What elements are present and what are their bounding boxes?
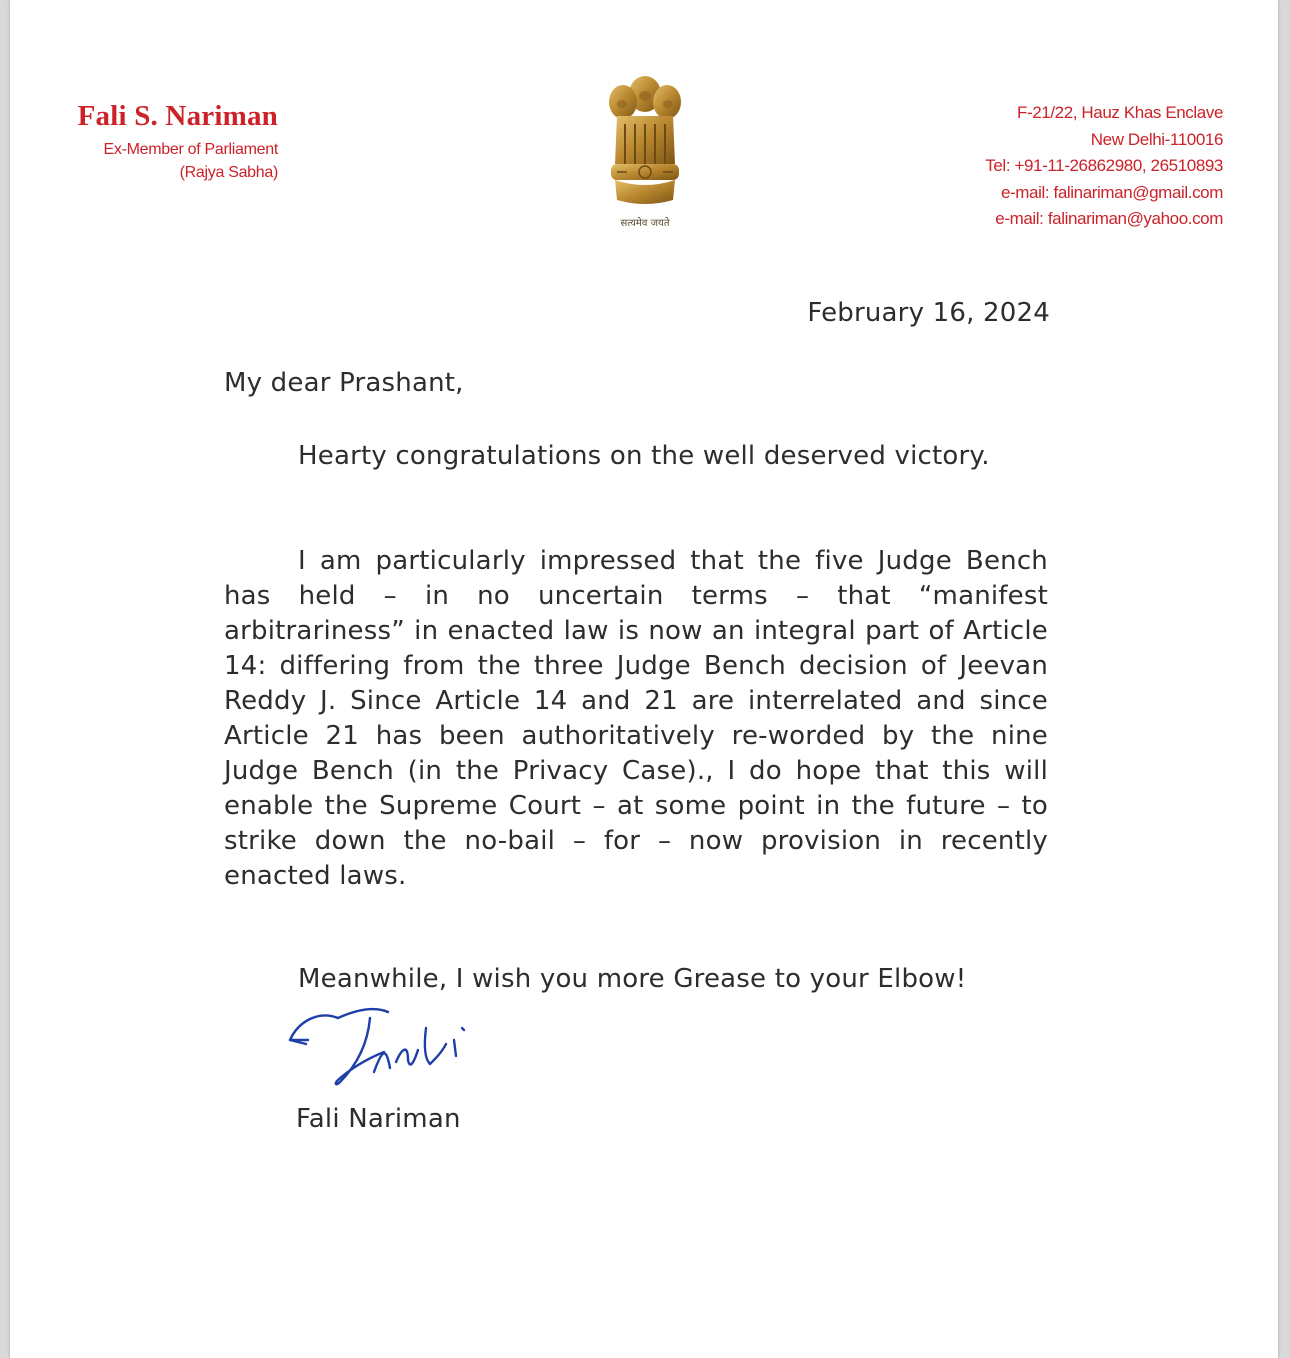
paragraph-2: I am particularly impressed that the five Judge Bench has held – in no uncertain terms – that “manifest arbitrariness” in enacted law is now an integral part of Article 14: differing from the three Judge Bench decision of Jeevan Reddy J. Since Article 14 and 21 are interrelated and since Article 21 has been authoritatively re-worded by the nine Judge Bench (in the Privacy Case)., I do hope that this will enable the Supreme Court – at some point in the future – to strike down the no-bail – for – now provision in recently enacted laws. bbox=[224, 546, 1048, 891]
letterhead-name: Fali S. Nariman bbox=[77, 100, 278, 132]
closing-line: Meanwhile, I wish you more Grease to your Elbow! bbox=[298, 964, 967, 994]
signoff-name: Fali Nariman bbox=[296, 1104, 461, 1134]
email-line-2: e-mail: falinariman@yahoo.com bbox=[995, 209, 1223, 228]
letter-date: February 16, 2024 bbox=[807, 298, 1050, 328]
letterhead-address bbox=[890, 100, 1223, 233]
paragraph-1: Hearty congratulations on the well deserved victory. bbox=[298, 441, 990, 471]
salutation: My dear Prashant, bbox=[224, 368, 464, 398]
emblem-motto: सत्यमेव जयते bbox=[620, 218, 670, 229]
handwritten-signature bbox=[278, 1000, 478, 1092]
letterhead-role bbox=[50, 138, 278, 184]
address-line-1: F-21/22, Hauz Khas Enclave bbox=[1017, 103, 1223, 122]
email-line-1: e-mail: falinariman@gmail.com bbox=[1000, 182, 1223, 202]
role-line-2: (Rajya Sabha) bbox=[179, 164, 278, 181]
role-line-1: Ex-Member of Parliament bbox=[103, 141, 278, 158]
phone-line: Tel: +91-11-26862980, 26510893 bbox=[985, 156, 1223, 175]
national-emblem-icon bbox=[595, 72, 695, 232]
letter-page bbox=[10, 0, 1278, 1358]
address-line-2: New Delhi-110016 bbox=[1090, 129, 1223, 149]
